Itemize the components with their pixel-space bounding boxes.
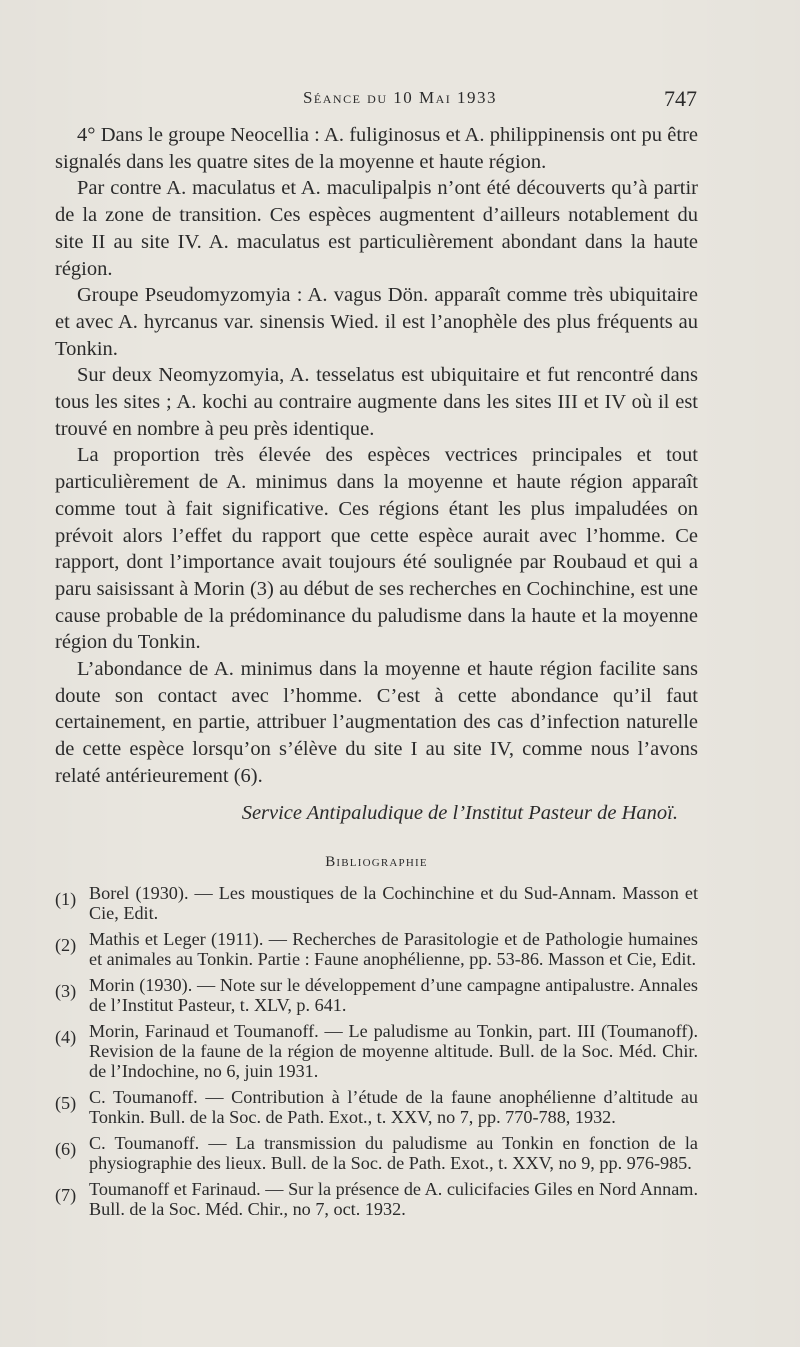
paragraph-3: Groupe Pseudomyzomyia : A. vagus Dön. apparaît comme très ubiquitaire et avec A. hyrcanus var. sinensis Wied. il est l’anophèle des plus fréquents au Tonkin. bbox=[55, 284, 698, 360]
bibliography-text: Toumanoff et Farinaud. — Sur la présence de A. culicifacies Giles en Nord Annam. Bull. de la Soc. Méd. Chir., no 7, oct. 1932. bbox=[89, 1179, 698, 1220]
bibliography-text: Morin, Farinaud et Toumanoff. — Le paludisme au Tonkin, part. III (Toumanoff). Revision de la faune de la région de moyenne altitude. Bull. de la Soc. Méd. Chir. de l’Indochine, no 6, juin 1931. bbox=[89, 1021, 698, 1082]
bibliography-text: C. Toumanoff. — La transmission du paludisme au Tonkin en fonction de la physiographie des lieux. Bull. de la Soc. de Path. Exot., t. XXV, no 9, pp. 976-985. bbox=[89, 1133, 698, 1174]
running-head: Séance du 10 Mai 1933 bbox=[302, 88, 498, 107]
document-body bbox=[55, 122, 698, 1225]
bibliography-text: C. Toumanoff. — Contribution à l’étude de la faune anophélienne d’altitude au Tonkin. Bull. de la Soc. de Path. Exot., t. XXV, no 7, pp. 770-788, 1932. bbox=[89, 1087, 698, 1128]
bibliography-item bbox=[55, 1133, 698, 1173]
bibliography-number: (7) bbox=[55, 1185, 77, 1206]
bibliography-number: (2) bbox=[55, 935, 77, 956]
bibliography-title: Bibliographie bbox=[325, 854, 428, 871]
page-number: 747 bbox=[664, 86, 697, 111]
bibliography-text: Borel (1930). — Les moustiques de la Cochinchine et du Sud-Annam. Masson et Cie, Edit. bbox=[89, 883, 698, 924]
bibliography-item bbox=[55, 883, 698, 923]
bibliography-number: (1) bbox=[55, 889, 77, 910]
bibliography-text: Mathis et Leger (1911). — Recherches de Parasitologie et de Pathologie humaines et animales au Tonkin. Partie : Faune anophélienne, pp. 53-86. Masson et Cie, Edit. bbox=[89, 929, 698, 970]
bibliography-list bbox=[55, 883, 698, 1219]
bibliography-number: (5) bbox=[55, 1093, 77, 1114]
bibliography-number: (4) bbox=[55, 1027, 77, 1048]
bibliography-item bbox=[55, 975, 698, 1015]
bibliography-item bbox=[55, 1021, 698, 1081]
bibliography-item bbox=[55, 1087, 698, 1127]
paragraph-5: La proportion très élevée des espèces vectrices principales et tout particulièrement de A. minimus dans la moyenne et haute région apparaît comme tout à fait significative. Ces régions étant les plus impaludées on prévoit alors l’effet du rapport que cette espèce aurait avec l’homme. Ce rapport, dont l’importance avait toujours été soulignée par Roubaud et qui a paru saisissant à Morin (3) au début de ses recherches en Cochinchine, est une cause probable de la prédominance du paludisme dans la haute et la moyenne région du Tonkin. bbox=[55, 444, 698, 654]
paragraph-1: 4° Dans le groupe Neocellia : A. fuliginosus et A. philippinensis ont pu être signalés dans les quatre sites de la moyenne et haute région. bbox=[55, 124, 698, 173]
bibliography-number: (3) bbox=[55, 981, 77, 1002]
paragraph-6: L’abondance de A. minimus dans la moyenne et haute région facilite sans doute son contact avec l’homme. C’est à cette abondance qu’il faut certainement, en partie, attribuer l’augmentation des cas d’infection naturelle de cette espèce lorsqu’on s’élève du site I au site IV, comme nous l’avons relaté antérieurement (6). bbox=[55, 658, 698, 787]
bibliography-item bbox=[55, 1179, 698, 1219]
bibliography-number: (6) bbox=[55, 1139, 77, 1160]
signature: Service Antipaludique de l’Institut Pasteur de Hanoï. bbox=[241, 801, 678, 824]
bibliography-item bbox=[55, 929, 698, 969]
paragraph-4: Sur deux Neomyzomyia, A. tesselatus est ubiquitaire et fut rencontré dans tous les sites ; A. kochi au contraire augmente dans les sites III et IV où il est trouvé en nombre à peu près identique. bbox=[55, 364, 698, 440]
page-header bbox=[0, 88, 800, 112]
paragraph-2: Par contre A. maculatus et A. maculipalpis n’ont été découverts qu’à partir de la zone de transition. Ces espèces augmentent d’ailleurs notablement du site II au site IV. A. maculatus est particulièrement abondant dans la haute région. bbox=[55, 177, 698, 280]
bibliography-text: Morin (1930). — Note sur le développement d’une campagne antipalustre. Annales de l’Institut Pasteur, t. XLV, p. 641. bbox=[89, 975, 698, 1016]
